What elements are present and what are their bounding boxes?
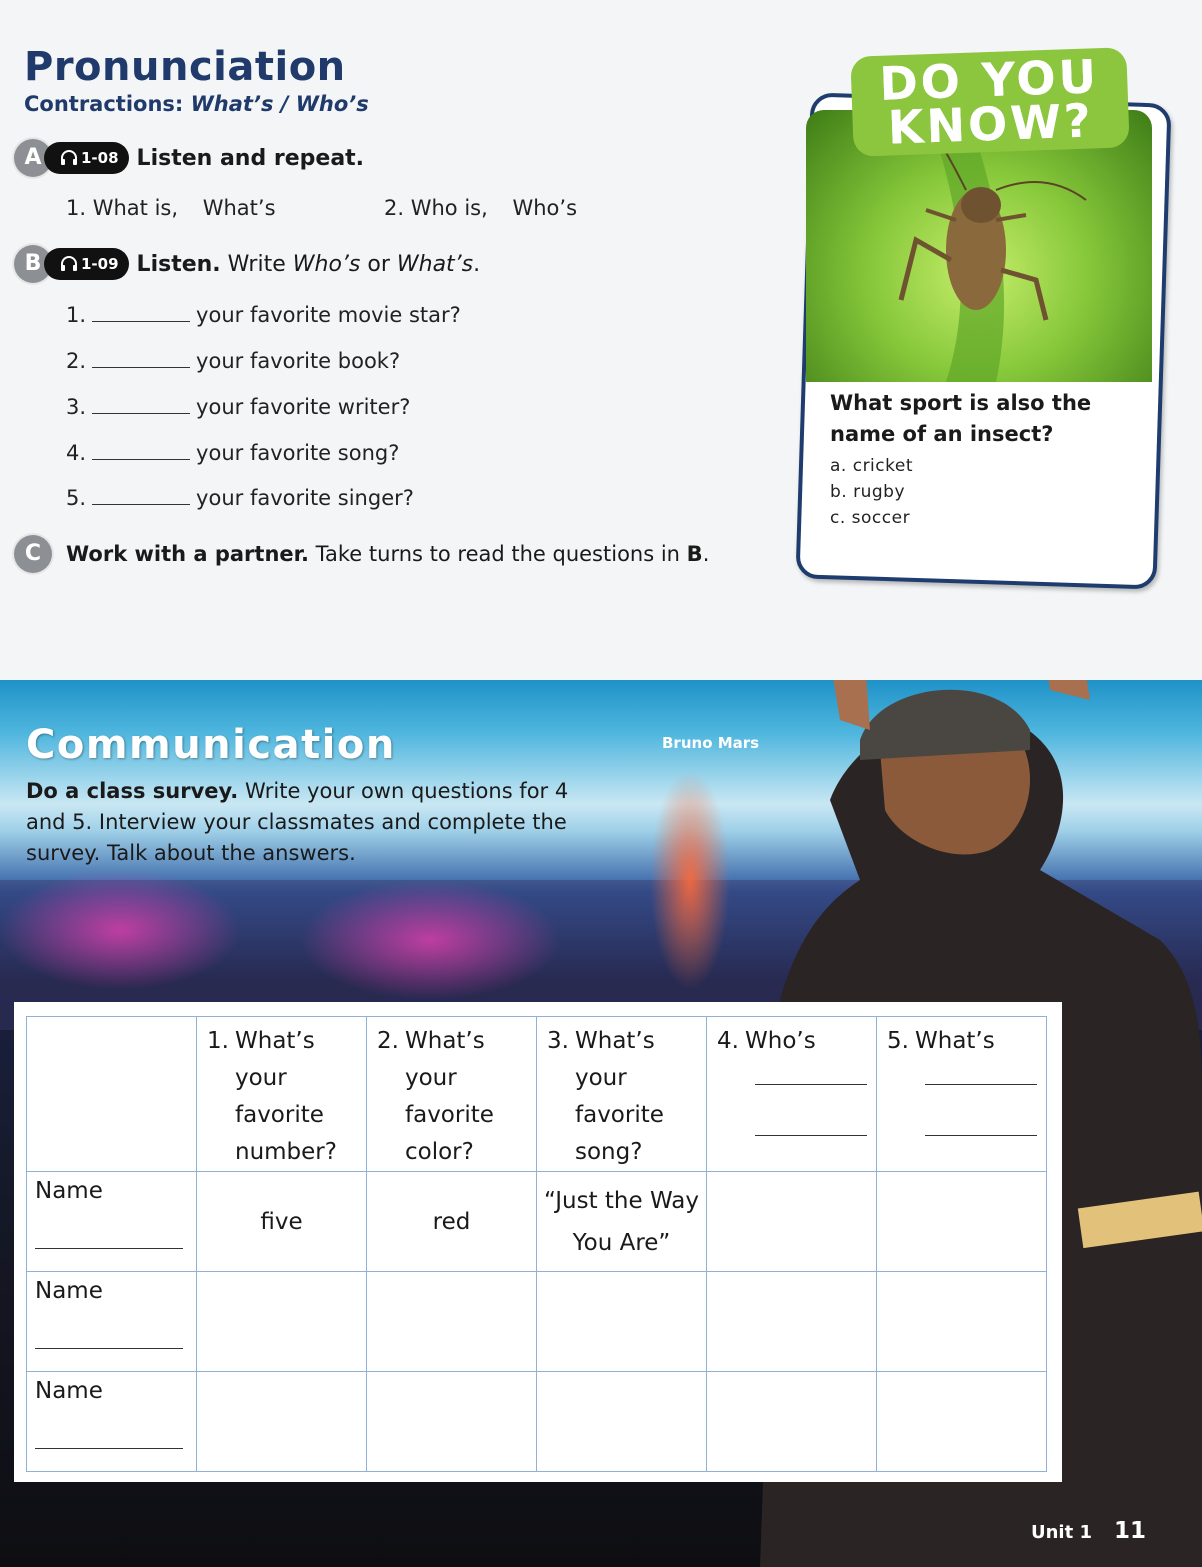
instruction-word: What’s (396, 251, 474, 277)
title-line: DO YOU (878, 49, 1100, 111)
item-text: your favorite movie star? (196, 303, 461, 327)
question-text: your (235, 1065, 287, 1091)
question-number: 1. (207, 1028, 229, 1054)
question-text: your (575, 1065, 627, 1091)
item-number: 1. (66, 196, 87, 220)
headphones-icon (60, 150, 78, 166)
answer-cell[interactable] (197, 1272, 367, 1372)
audio-track-number: 1-08 (81, 149, 119, 167)
instruction-ref: B (686, 542, 703, 566)
answer-cell[interactable] (877, 1372, 1047, 1472)
fill-in-item (66, 441, 399, 465)
answer-cell[interactable] (707, 1272, 877, 1372)
instruction-bold: Listen. (136, 251, 221, 277)
name-cell (27, 1272, 197, 1372)
table-header-cell (197, 1017, 367, 1172)
answer-blank[interactable] (92, 349, 190, 368)
name-label: Name (35, 1378, 103, 1404)
exercise-letter-badge: B (14, 245, 52, 283)
name-label: Name (35, 1178, 103, 1204)
table-corner-cell (27, 1017, 197, 1172)
question-word: What’s (915, 1028, 995, 1054)
item-full-form: What is, (92, 196, 179, 220)
question-blank[interactable] (755, 1062, 867, 1085)
answer-cell[interactable] (707, 1372, 877, 1472)
answer-line: You Are” (572, 1229, 671, 1256)
instruction-word: Who’s (292, 251, 361, 277)
item-number: 3. (66, 395, 87, 419)
item-contraction: Who’s (512, 196, 578, 220)
item-text: your favorite song? (196, 441, 400, 465)
question-blank[interactable] (755, 1113, 867, 1136)
exercise-letter-badge: A (14, 139, 52, 177)
question-word: What’s (575, 1028, 655, 1054)
question-text: favorite (235, 1102, 324, 1128)
answer-blank[interactable] (92, 395, 190, 414)
name-blank[interactable] (35, 1348, 183, 1349)
answer-cell[interactable]: five (197, 1172, 367, 1272)
survey-table (26, 1016, 1047, 1472)
headphones-icon (60, 256, 78, 272)
item-text: your favorite book? (196, 349, 401, 373)
instruction-text: . (473, 251, 481, 277)
instruction-text: or (360, 251, 397, 277)
item-text: your favorite singer? (196, 486, 414, 510)
exercise-b-header (14, 245, 480, 283)
fill-in-item (66, 349, 400, 373)
exercise-letter-badge: C (14, 535, 52, 573)
unit-label: Unit 1 (1031, 1522, 1092, 1543)
answer-blank[interactable] (92, 441, 190, 460)
trivia-option[interactable]: a. cricket (830, 456, 913, 476)
question-word: Who’s (745, 1028, 816, 1054)
answer-blank[interactable] (92, 486, 190, 505)
answer-cell[interactable] (537, 1172, 707, 1272)
instruction-text: Write your own questions for 4 and 5. Interview your classmates and complete the survey. Talk about the answers. (26, 779, 569, 865)
question-text: favorite (575, 1102, 664, 1128)
section-title-pronunciation: Pronunciation (24, 44, 346, 90)
page-number: 11 (1113, 1518, 1146, 1544)
name-blank[interactable] (35, 1448, 183, 1449)
answer-cell[interactable]: red (367, 1172, 537, 1272)
subtitle-terms: What’s / Who’s (190, 92, 369, 116)
name-blank[interactable] (35, 1248, 183, 1249)
answer-cell[interactable] (877, 1272, 1047, 1372)
exercise-b-instruction (137, 252, 481, 277)
instruction-text: . (702, 542, 710, 566)
answer-cell[interactable] (707, 1172, 877, 1272)
answer-line: “Just the Way (544, 1187, 699, 1214)
pronunciation-item (66, 196, 276, 220)
instruction-bold: Work with a partner. (66, 542, 309, 566)
item-number: 4. (66, 441, 87, 465)
question-text: your (405, 1065, 457, 1091)
trivia-option[interactable]: b. rugby (830, 482, 906, 502)
item-full-form: Who is, (410, 196, 488, 220)
answer-cell[interactable] (367, 1372, 537, 1472)
table-header-cell (537, 1017, 707, 1172)
table-header-cell (707, 1017, 877, 1172)
name-cell (27, 1172, 197, 1272)
question-text: number? (235, 1139, 337, 1165)
section-title-communication: Communication (26, 722, 396, 768)
exercise-a-instruction: Listen and repeat. (136, 145, 365, 171)
item-number: 2. (384, 196, 405, 220)
question-number: 5. (887, 1028, 909, 1054)
table-row (27, 1172, 1047, 1272)
instruction-text: Write (220, 251, 293, 277)
answer-cell[interactable] (877, 1172, 1047, 1272)
exercise-c-header (14, 535, 709, 573)
item-number: 2. (66, 349, 87, 373)
trivia-question: What sport is also the name of an insect? (830, 391, 1092, 446)
photo-caption: Bruno Mars (662, 734, 760, 752)
answer-cell[interactable] (197, 1372, 367, 1472)
table-header-row (27, 1017, 1047, 1172)
section-subtitle (24, 92, 369, 116)
table-row (27, 1372, 1047, 1472)
table-header-cell (367, 1017, 537, 1172)
instruction-text: Take turns to read the questions in (309, 542, 687, 566)
item-text: your favorite writer? (196, 395, 411, 419)
question-word: What’s (405, 1028, 485, 1054)
question-blank[interactable] (925, 1113, 1037, 1136)
instruction-bold: Do a class survey. (26, 779, 239, 803)
item-contraction: What’s (202, 196, 276, 220)
do-you-know-title (850, 47, 1129, 157)
question-word: What’s (235, 1028, 315, 1054)
subtitle-prefix: Contractions: (24, 92, 191, 116)
fill-in-item (66, 395, 410, 419)
audio-track-number: 1-09 (81, 255, 119, 273)
question-number: 3. (547, 1028, 569, 1054)
communication-instruction (26, 776, 586, 869)
audio-track-button[interactable] (44, 142, 129, 174)
fill-in-item (66, 486, 414, 510)
answer-cell[interactable] (537, 1272, 707, 1372)
question-text: color? (405, 1139, 474, 1165)
question-number: 2. (377, 1028, 399, 1054)
question-text: favorite (405, 1102, 494, 1128)
fill-in-item (66, 303, 461, 327)
exercise-a-header (14, 139, 364, 177)
answer-blank[interactable] (92, 303, 190, 322)
question-text: song? (575, 1139, 643, 1165)
exercise-c-instruction (66, 542, 709, 566)
item-number: 5. (66, 486, 87, 510)
question-blank[interactable] (925, 1062, 1037, 1085)
table-header-cell (877, 1017, 1047, 1172)
name-label: Name (35, 1278, 103, 1304)
pronunciation-item (384, 196, 577, 220)
question-number: 4. (717, 1028, 739, 1054)
answer-cell[interactable] (367, 1272, 537, 1372)
audio-track-button[interactable] (44, 248, 129, 280)
title-line: KNOW? (887, 93, 1095, 155)
name-cell (27, 1372, 197, 1472)
trivia-option[interactable]: c. soccer (830, 508, 911, 528)
answer-cell[interactable] (537, 1372, 707, 1472)
item-number: 1. (66, 303, 87, 327)
table-row (27, 1272, 1047, 1372)
